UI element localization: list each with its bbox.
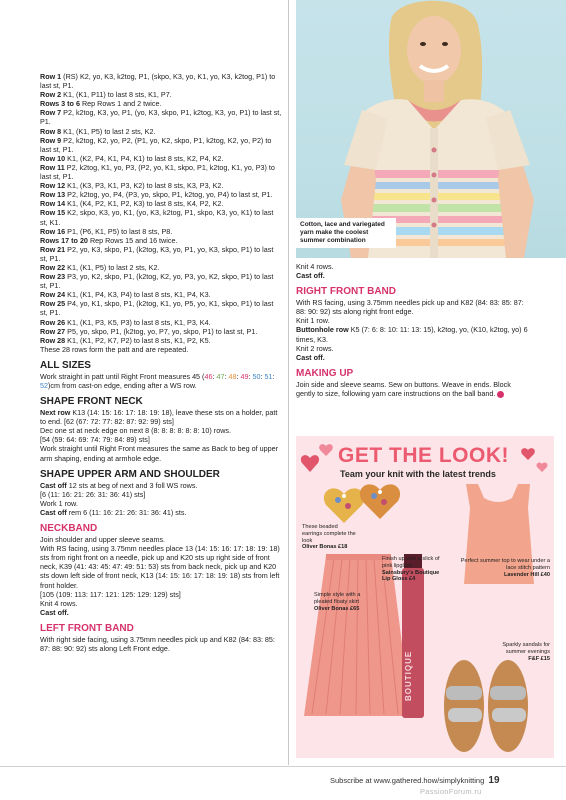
heart-icon [537, 463, 548, 472]
pattern-row: Row 25 P4, yo, K1, skpo, P1, (k2tog, K1, yo, P5, yo, K1, skpo, P1) to last st, P1. [40, 299, 274, 318]
rows-note: These 28 rows form the patt and are repeated. [40, 344, 189, 354]
pattern-row: Row 12 K1, (K3, P3, K1, P3, K2) to last 8 sts, K3, P3, K2. [40, 181, 224, 191]
pattern-row: Rows 17 to 20 Rep Rows 15 and 16 twice. [40, 235, 178, 245]
making-up-p1: Join side and sleeve seams. Sew on buttons. Weave in ends. Block gently to size, following yarn care instructions on the ball band. [296, 379, 511, 398]
heart-icon [521, 448, 535, 460]
pattern-row: Row 10 K1, (K2, P4, K1, P4, K1) to last 8 sts, K2, P4, K2. [40, 153, 224, 163]
column-divider [288, 0, 289, 765]
upper-arm-p4: Cast off rem 6 (11: 16: 21: 26: 31: 36: 41) sts. [40, 507, 187, 517]
upper-arm-p2: [6 (11: 16: 21: 26: 31: 36: 41) sts] [40, 489, 146, 499]
pattern-row: Row 2 K1, (K1, P11) to last 8 sts, K1, P7. [40, 90, 172, 100]
get-the-look-title: GET THE LOOK! [338, 444, 509, 467]
pattern-row: Row 11 P2, k2tog, K1, yo, P3, (P2, yo, K1, skpo, P1, k2tog, K1, yo, P3) to last st, P1. [40, 162, 275, 182]
neckband-p1: Join shoulder and upper sleeve seams. [40, 535, 166, 545]
pattern-row: Row 27 P5, yo, skpo, P1, (k2tog, yo, P7, yo, skpo, P1) to last st, P1. [40, 326, 258, 336]
shape-upper-arm-heading: SHAPE UPPER ARM AND SHOULDER [40, 468, 220, 480]
pattern-row: Row 26 K1, (K1, P3, K5, P3) to last 8 sts, K1, P3, K4. [40, 317, 211, 327]
pattern-right-column [296, 262, 528, 398]
page-number: 19 [488, 775, 500, 786]
upper-arm-p1: Cast off 12 sts at beg of next and 3 foll WS rows. [40, 480, 198, 490]
right-front-band-p2: Knit 1 row. [296, 316, 330, 326]
pattern-left-column [40, 72, 282, 653]
end-marker-icon [497, 391, 504, 398]
earrings-label: These beaded earrings complete the look Oliver Bonas £18 [302, 524, 356, 551]
left-front-band-p1: With right side facing, using 3.75mm needles pick up and K82 (84: 83: 85: 87: 88: 90: 92) sts along Left Front edge. [40, 634, 275, 653]
pattern-row: Row 1 (RS) K2, yo, K3, k2tog, P1, (skpo, K3, yo, K1, yo, K3, k2tog, P1) to last st, P1. [40, 72, 276, 91]
right-front-band-p5: Cast off. [296, 352, 325, 362]
neckband-heading: NECKBAND [40, 523, 98, 535]
neckband-p2: With RS facing, using 3.75mm needles place 13 (14: 15: 16: 17: 18: 19: 18) sts from right front on a needle, pick up and K20 sts up right side of front neck, K39 (41: 43: 45: 47: 49: 51: 53) sts from back neck, pick up and K20 sts down left side of front neck, K13 (14: 15: 16: 17: 18: 19: 18) sts from left front holder. [40, 544, 280, 590]
pattern-row: Row 28 K1, (K1, P2, K7, P2) to last 8 sts, K1, P2, K5. [40, 335, 211, 345]
right-front-band-p3: Buttonhole row K5 (7: 6: 8: 10: 11: 13: 15), k2tog, yo, (K10, k2tog, yo) 6 times, K3. [296, 325, 528, 344]
lipgloss-brand-text: BOUTIQUE [404, 650, 413, 701]
neckband-p4: Knit 4 rows. [40, 598, 78, 608]
right-front-band-p4: Knit 2 rows. [296, 343, 334, 353]
pattern-row: Row 13 P2, k2tog, yo, P4, (P3, yo, skpo, P1, k2tog, yo, P4) to last st, P1. [40, 190, 273, 200]
sandals-label: Sparkly sandals for summer evenings F&F £15 [502, 642, 550, 662]
photo-caption: Cotton, lace and variegated yarn make the coolest summer combination [296, 218, 396, 248]
get-the-look-panel [296, 436, 554, 758]
pattern-row: Rows 3 to 6 Rep Rows 1 and 2 twice. [40, 99, 162, 109]
sandals-product [444, 660, 528, 752]
pattern-row: Row 7 P2, k2tog, K3, yo, P1, (yo, K3, skpo, P1, k2tog, K3, yo, P1) to last st, P1. [40, 108, 282, 127]
left-front-band-heading: LEFT FRONT BAND [40, 622, 134, 634]
shape-front-neck-p2: Dec one st at neck edge on next 8 (8: 8: 8: 8: 8: 8: 10) rows. [40, 426, 231, 436]
pattern-rows [40, 72, 282, 345]
lipgloss-label: Finish up with a slick of pink lipgloss Sainsbury's Boutique Lip Gloss £4 [382, 556, 440, 583]
watermark: PassionForum.ru [420, 787, 482, 796]
shape-front-neck-p3: [54 (59: 64: 69: 74: 79: 84: 89) sts] [40, 435, 150, 445]
earring-left [324, 488, 364, 523]
skirt-label: Simple style with a pleated floaty skirt Oliver Bonas £65 [314, 592, 361, 612]
pattern-row: Row 21 P2, yo, K3, skpo, P1, (k2tog, K3, yo, P1, yo, K3, skpo, P1) to last st, P1. [40, 244, 274, 263]
upper-arm-p3: Work 1 row. [40, 498, 78, 508]
pattern-row: Row 14 K1, (K4, P2, K1, P2, K3) to last 8 sts, K4, P2, K2. [40, 199, 224, 209]
pattern-row: Row 24 K1, (K1, P4, K3, P4) to last 8 sts, K1, P4, K3. [40, 290, 211, 300]
all-sizes-text: Work straight in patt until Right Front measures 45 (46: 47: 48: 49: 50: 51: 52)cm from cast-on edge, ending after a WS row. [40, 371, 275, 390]
get-the-look-subtitle: Team your knit with the latest trends [340, 469, 496, 479]
shape-front-neck-p1: Next row K13 (14: 15: 16: 17: 18: 19: 18), leave these sts on a holder, patt to end. [62 (67: 72: 77: 82: 87: 92: 99) sts] [40, 408, 278, 427]
shape-front-neck-heading: SHAPE FRONT NECK [40, 396, 143, 408]
neckband-p3: [105 (109: 113: 117: 121: 125: 129: 129) sts] [40, 589, 181, 599]
cast-off-1: Cast off. [296, 271, 325, 281]
subscribe-text[interactable]: Subscribe at www.gathered.how/simplyknitting [330, 776, 485, 785]
right-front-band-p1: With RS facing, using 3.75mm needles pick up and K82 (84: 83: 85: 87: 88: 90: 92) sts along right front edge. [296, 298, 524, 317]
making-up-heading: MAKING UP [296, 367, 354, 379]
pattern-row: Row 8 K1, (K1, P5) to last 2 sts, K2. [40, 126, 156, 136]
pattern-row: Row 23 P3, yo, K2, skpo, P1, (k2tog, K2, yo, P3, yo, K2, skpo, P1) to last st, P1. [40, 272, 274, 291]
pattern-row: Row 16 P1, (P6, K1, P5) to last 8 sts, P8. [40, 226, 173, 236]
pattern-row: Row 9 P2, k2tog, K2, yo, P2, (P1, yo, K2, skpo, P1, k2tog, K2, yo, P2) to last st, P1. [40, 135, 272, 154]
top-label: Perfect summer top to wear under a lace stitch pattern Lavender Hill £40 [460, 558, 550, 578]
heart-icon [301, 455, 319, 472]
neckband-p5: Cast off. [40, 607, 69, 617]
knit-4-rows: Knit 4 rows. [296, 262, 334, 271]
shape-front-neck-p4: Work straight until Right Front measures the same as Back to beg of upper arm shaping, ending at armhole edge. [40, 444, 278, 463]
footer [330, 775, 500, 786]
pattern-row: Row 22 K1, (K1, P5) to last 2 sts, K2. [40, 262, 160, 272]
heart-icon [319, 444, 333, 456]
pattern-row: Row 15 K2, skpo, K3, yo, K1, (yo, K3, k2tog, P1, skpo, K3, yo, K1) to last st, K1. [40, 208, 274, 227]
right-front-band-heading: RIGHT FRONT BAND [296, 286, 396, 298]
footer-divider [0, 766, 566, 767]
all-sizes-heading: ALL SIZES [40, 359, 91, 371]
earring-right [360, 484, 400, 519]
